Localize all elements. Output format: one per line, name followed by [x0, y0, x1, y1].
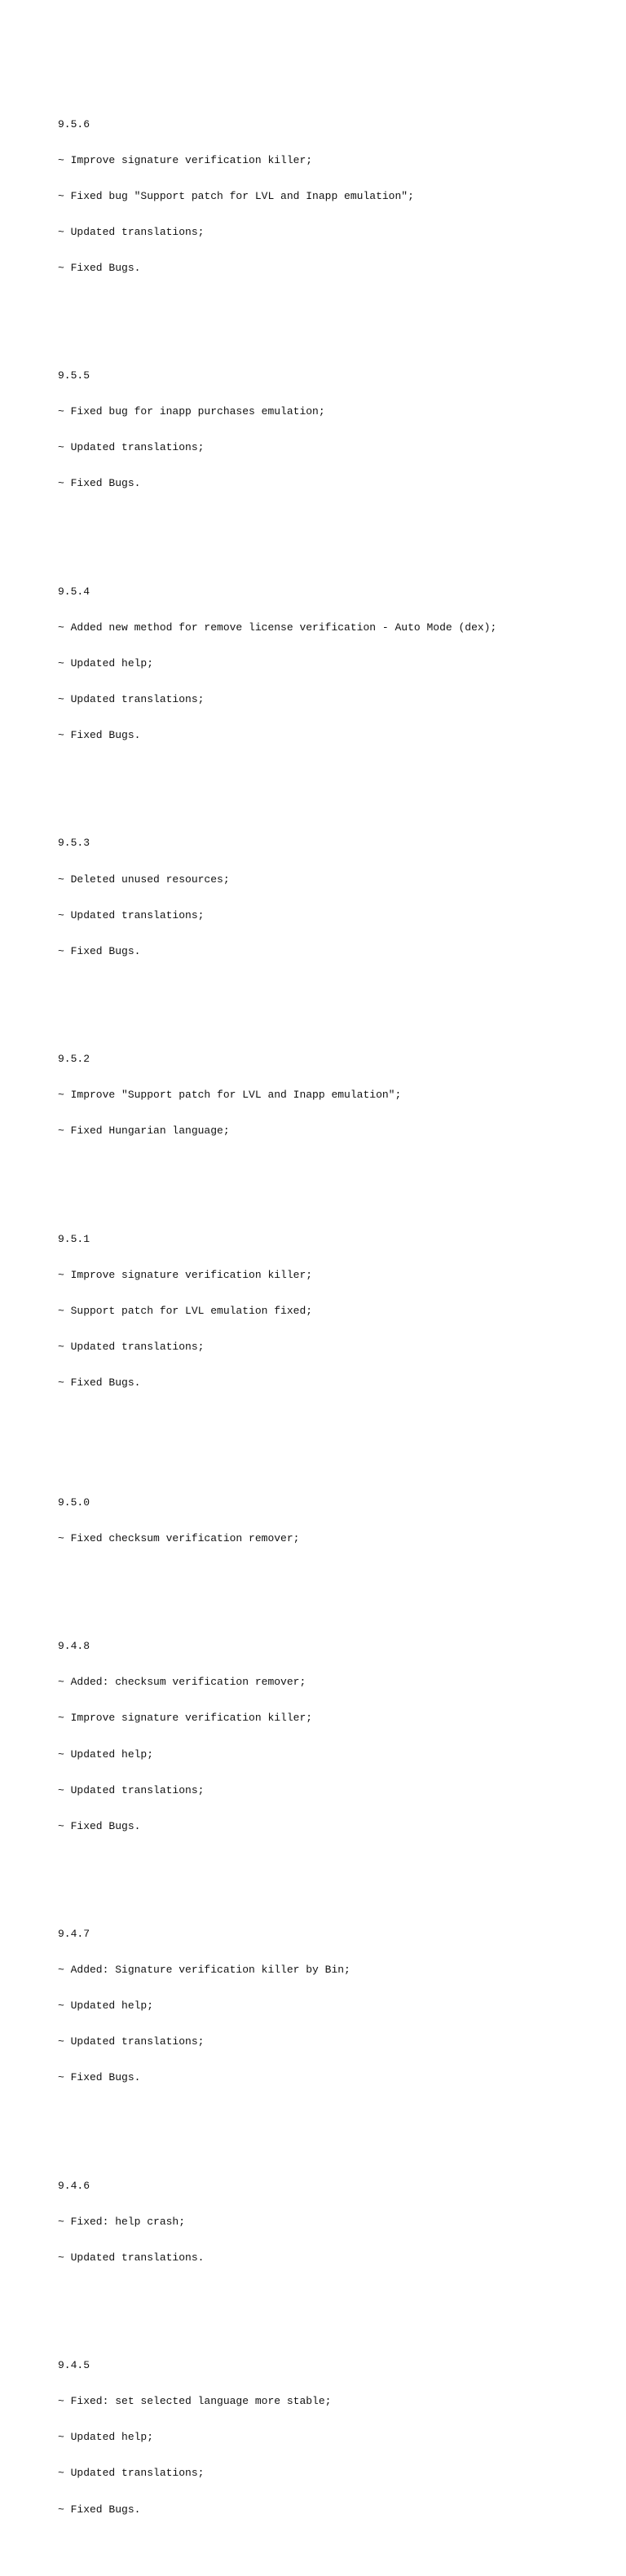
changelog-document: [58, 59, 612, 2576]
change-item: ~ Updated translations;: [58, 1783, 205, 1796]
change-item: ~ Updated translations;: [58, 693, 205, 706]
change-item: ~ Updated translations;: [58, 225, 205, 238]
change-item: ~ Support patch for LVL emulation fixed;: [58, 1304, 313, 1317]
change-item: ~ Updated translations;: [58, 2035, 205, 2048]
changelog-section: [58, 1905, 612, 2109]
change-item: ~ Updated help;: [58, 656, 154, 669]
change-item: ~ Fixed Bugs.: [58, 944, 141, 957]
change-item: ~ Updated translations;: [58, 908, 205, 921]
version-number: 9.4.8: [58, 1640, 90, 1653]
change-item: ~ Updated translations;: [58, 2467, 205, 2480]
change-item: ~ Fixed checksum verification remover;: [58, 1531, 300, 1544]
change-item: ~ Updated translations.: [58, 2251, 205, 2264]
changelog-section: [58, 1617, 612, 1857]
version-number: 9.5.5: [58, 369, 90, 382]
change-item: ~ Updated help;: [58, 1748, 154, 1761]
version-number: 9.5.3: [58, 837, 90, 850]
changelog-section: [58, 95, 612, 298]
version-number: 9.4.7: [58, 1928, 90, 1941]
change-item: ~ Fixed Bugs.: [58, 1819, 141, 1832]
changelog-section: [58, 2156, 612, 2288]
change-item: ~ Improve signature verification killer;: [58, 1712, 313, 1725]
change-item: ~ Fixed bug "Support patch for LVL and Inapp emulation";: [58, 189, 414, 202]
changelog-section: [58, 1209, 612, 1413]
change-item: ~ Fixed Bugs.: [58, 261, 141, 274]
changelog-section: [58, 562, 612, 766]
version-number: 9.5.2: [58, 1053, 90, 1066]
version-number: 9.5.1: [58, 1232, 90, 1245]
change-item: ~ Added: Signature verification killer by Bin;: [58, 1964, 350, 1977]
change-item: ~ Fixed Bugs.: [58, 2071, 141, 2084]
change-item: ~ Improve signature verification killer;: [58, 153, 313, 166]
version-number: 9.4.6: [58, 2179, 90, 2192]
change-item: ~ Fixed Bugs.: [58, 2503, 141, 2516]
change-item: ~ Fixed: help crash;: [58, 2215, 186, 2228]
change-item: ~ Fixed bug for inapp purchases emulation;: [58, 405, 325, 418]
change-item: ~ Fixed Bugs.: [58, 729, 141, 742]
change-item: ~ Updated help;: [58, 2431, 154, 2444]
changelog-section: [58, 2336, 612, 2540]
version-number: 9.4.5: [58, 2359, 90, 2372]
change-item: ~ Fixed Hungarian language;: [58, 1125, 230, 1138]
change-item: ~ Fixed Bugs.: [58, 477, 141, 490]
change-item: ~ Improve "Support patch for LVL and Inapp emulation";: [58, 1089, 402, 1102]
change-item: ~ Added: checksum verification remover;: [58, 1676, 306, 1689]
change-item: ~ Fixed: set selected language more stable;: [58, 2395, 332, 2408]
change-item: ~ Deleted unused resources;: [58, 873, 230, 886]
change-item: ~ Improve signature verification killer;: [58, 1268, 313, 1281]
change-item: ~ Updated translations;: [58, 1340, 205, 1353]
version-number: 9.5.0: [58, 1496, 90, 1509]
change-item: ~ Added new method for remove license verification - Auto Mode (dex);: [58, 621, 497, 634]
change-item: ~ Updated help;: [58, 1999, 154, 2013]
version-number: 9.5.4: [58, 585, 90, 598]
changelog-section: [58, 347, 612, 515]
changelog-section: [58, 814, 612, 982]
change-item: ~ Updated translations;: [58, 441, 205, 454]
version-number: 9.5.6: [58, 117, 90, 130]
change-item: ~ Fixed Bugs.: [58, 1376, 141, 1389]
changelog-section: [58, 1030, 612, 1162]
changelog-section: [58, 1473, 612, 1569]
